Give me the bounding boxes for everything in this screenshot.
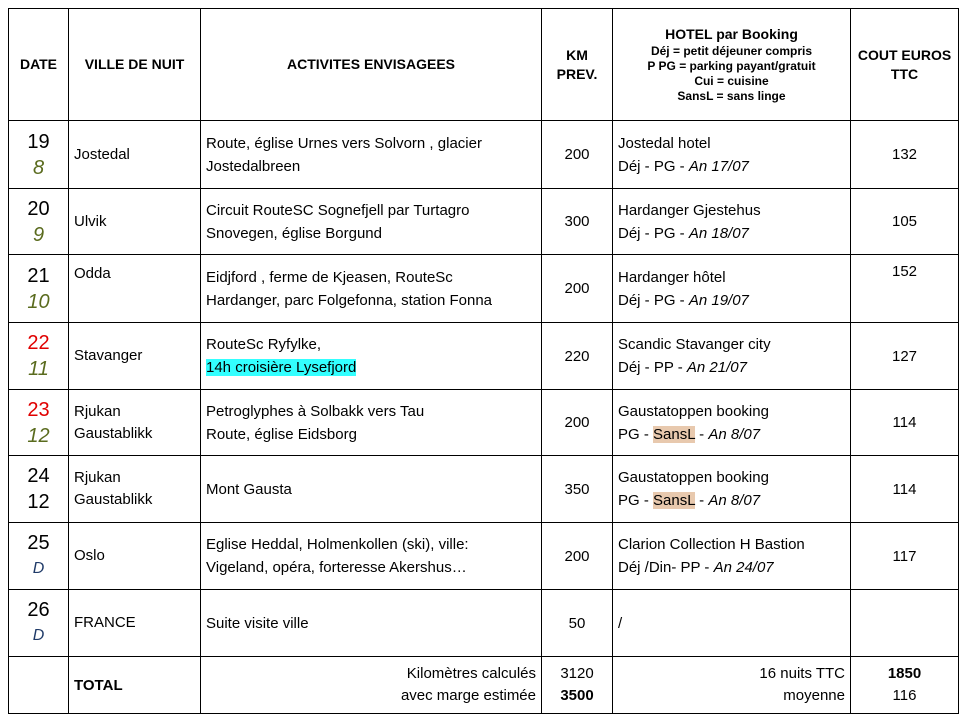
cost-average: 116 bbox=[892, 687, 917, 704]
hotel-details bbox=[618, 356, 845, 379]
hotel-options: Déj - PG - bbox=[618, 224, 689, 242]
activities-cell bbox=[201, 189, 542, 255]
hotel-booking-date: An 17/07 bbox=[688, 157, 749, 175]
activity-highlight: 14h croisière Lysefjord bbox=[206, 359, 357, 376]
date-cell bbox=[9, 390, 69, 456]
hotel-details bbox=[618, 222, 845, 245]
activities-cell bbox=[201, 523, 542, 590]
cost-cell: 114 bbox=[851, 390, 959, 456]
hotel-cell bbox=[613, 189, 851, 255]
date-month: 9 bbox=[32, 223, 45, 246]
hotel-cell: / bbox=[613, 590, 851, 657]
sans-linge-highlight: SansL bbox=[653, 492, 695, 509]
hotel-name: Jostedal hotel bbox=[618, 134, 711, 152]
date-day: 22 bbox=[27, 332, 50, 354]
hotel-options: PG - bbox=[618, 492, 654, 509]
hotel-cell bbox=[613, 121, 851, 189]
city-cell bbox=[69, 390, 201, 456]
total-label: TOTAL bbox=[69, 657, 201, 714]
date-month: 11 bbox=[28, 358, 49, 380]
hotel-name: Hardanger hôtel bbox=[618, 268, 726, 286]
city-cell bbox=[69, 456, 201, 523]
hotel-booking-date: An 8/07 bbox=[708, 425, 761, 443]
cost-cell: 114 bbox=[851, 456, 959, 523]
city-cell: Odda bbox=[69, 255, 201, 323]
km-estimated: 3500 bbox=[560, 687, 594, 704]
date-cell bbox=[9, 121, 69, 189]
activity-line: Jostedalbreen bbox=[206, 157, 301, 175]
date-cell bbox=[9, 323, 69, 390]
hotel-details bbox=[618, 556, 845, 579]
hotel-options: Déj /Din- PP - bbox=[618, 559, 714, 576]
hotel-legend-2: P PG = parking payant/gratuit bbox=[647, 59, 816, 73]
hotel-details bbox=[618, 155, 845, 178]
hotel-booking-date: An 19/07 bbox=[688, 291, 749, 309]
activity-line: Vigeland, opéra, forteresse Akershus… bbox=[206, 559, 467, 576]
km-cell: 200 bbox=[542, 523, 613, 590]
hotel-separator: - bbox=[695, 492, 709, 509]
date-day: 19 bbox=[27, 130, 50, 153]
activities-cell: Suite visite ville bbox=[201, 590, 542, 657]
hotel-name: Hardanger Gjestehus bbox=[618, 201, 761, 219]
km-cell: 50 bbox=[542, 590, 613, 657]
date-month: 8 bbox=[32, 156, 45, 179]
hotel-name: Scandic Stavanger city bbox=[618, 336, 771, 353]
table-row bbox=[9, 390, 959, 456]
hotel-booking-date: An 18/07 bbox=[688, 224, 749, 242]
date-day: 24 bbox=[27, 465, 50, 487]
city-line: Rjukan bbox=[74, 469, 121, 486]
km-cell: 200 bbox=[542, 121, 613, 189]
km-calculated: 3120 bbox=[560, 665, 594, 682]
date-day: 25 bbox=[27, 532, 50, 554]
hotel-booking-date: An 8/07 bbox=[708, 492, 761, 509]
hotel-details bbox=[618, 489, 845, 512]
hotel-cell bbox=[613, 323, 851, 390]
header-cost: COUT EUROS TTC bbox=[851, 9, 959, 121]
total-row bbox=[9, 657, 959, 714]
date-month: 10 bbox=[27, 290, 50, 313]
header-hotel bbox=[613, 9, 851, 121]
date-cell bbox=[9, 255, 69, 323]
cost-cell bbox=[851, 590, 959, 657]
km-cell: 300 bbox=[542, 189, 613, 255]
date-day: 26 bbox=[27, 599, 50, 621]
hotel-separator: - bbox=[695, 425, 709, 443]
hotel-legend-3: Cui = cuisine bbox=[694, 74, 769, 88]
sans-linge-highlight: SansL bbox=[653, 425, 695, 443]
header-row bbox=[9, 9, 959, 121]
nights-label: 16 nuits TTC bbox=[759, 665, 845, 682]
activities-cell bbox=[201, 255, 542, 323]
date-cell bbox=[9, 189, 69, 255]
km-cell: 220 bbox=[542, 323, 613, 390]
cost-total: 1850 bbox=[887, 665, 922, 682]
hotel-cell bbox=[613, 523, 851, 590]
hotel-cell bbox=[613, 255, 851, 323]
km-label-cell bbox=[201, 657, 542, 714]
hotel-booking-date: An 21/07 bbox=[686, 359, 747, 376]
cost-cell: 152 bbox=[851, 255, 959, 323]
activities-cell bbox=[201, 121, 542, 189]
hotel-details bbox=[618, 423, 845, 446]
table-row bbox=[9, 189, 959, 255]
activity-line: Route, église Eidsborg bbox=[206, 425, 357, 443]
cost-cell: 127 bbox=[851, 323, 959, 390]
hotel-cell bbox=[613, 456, 851, 523]
city-line: Rjukan bbox=[74, 402, 121, 420]
city-cell: Ulvik bbox=[69, 189, 201, 255]
hotel-options: Déj - PG - bbox=[618, 157, 689, 175]
cost-total-cell bbox=[851, 657, 959, 714]
km-cell: 200 bbox=[542, 255, 613, 323]
itinerary-table bbox=[8, 8, 959, 714]
km-label-line: Kilomètres calculés bbox=[406, 665, 536, 682]
activity-line: Eidjford , ferme de Kjeasen, RouteSc bbox=[206, 268, 453, 286]
cost-cell: 132 bbox=[851, 121, 959, 189]
hotel-cell bbox=[613, 390, 851, 456]
city-cell: Stavanger bbox=[69, 323, 201, 390]
date-month: D bbox=[32, 627, 45, 644]
date-cell bbox=[9, 590, 69, 657]
hotel-details bbox=[618, 289, 845, 312]
km-total-cell bbox=[542, 657, 613, 714]
hotel-options: Déj - PP - bbox=[618, 359, 687, 376]
date-month: 12 bbox=[27, 424, 50, 447]
activity-line: RouteSc Ryfylke, bbox=[206, 336, 322, 353]
date-day: 23 bbox=[27, 398, 50, 421]
km-cell: 200 bbox=[542, 390, 613, 456]
activities-cell bbox=[201, 390, 542, 456]
cost-cell: 117 bbox=[851, 523, 959, 590]
nights-cell bbox=[613, 657, 851, 714]
header-activities: ACTIVITES ENVISAGEES bbox=[201, 9, 542, 121]
hotel-booking-date: An 24/07 bbox=[713, 559, 774, 576]
date-cell bbox=[9, 456, 69, 523]
total-empty-cell bbox=[9, 657, 69, 714]
activities-cell bbox=[201, 323, 542, 390]
table-row bbox=[9, 523, 959, 590]
activity-line: Eglise Heddal, Holmenkollen (ski), ville: bbox=[206, 536, 469, 553]
hotel-options: Déj - PG - bbox=[618, 291, 689, 309]
table-row bbox=[9, 323, 959, 390]
activity-line: Hardanger, parc Folgefonna, station Fonna bbox=[206, 291, 493, 309]
date-month: D bbox=[32, 560, 45, 577]
header-date: DATE bbox=[9, 9, 69, 121]
city-cell: FRANCE bbox=[69, 590, 201, 657]
date-cell bbox=[9, 523, 69, 590]
city-cell: Jostedal bbox=[69, 121, 201, 189]
activity-line: Route, église Urnes vers Solvorn , glacier bbox=[206, 134, 482, 152]
header-km: KM PREV. bbox=[542, 9, 613, 121]
header-city: VILLE DE NUIT bbox=[69, 9, 201, 121]
hotel-name: Gaustatoppen booking bbox=[618, 402, 769, 420]
table-row bbox=[9, 121, 959, 189]
activity-line: Circuit RouteSC Sognefjell par Turtagro bbox=[206, 201, 470, 219]
hotel-name: Gaustatoppen booking bbox=[618, 469, 769, 486]
table-row bbox=[9, 255, 959, 323]
header-hotel-title: HOTEL par Booking bbox=[665, 26, 798, 42]
activity-line: Petroglyphes à Solbakk vers Tau bbox=[206, 402, 425, 420]
hotel-legend-4: SansL = sans linge bbox=[677, 89, 786, 103]
average-label: moyenne bbox=[783, 687, 845, 704]
city-line: Gaustablikk bbox=[74, 491, 153, 508]
city-cell: Oslo bbox=[69, 523, 201, 590]
date-month: 12 bbox=[27, 491, 50, 513]
table-row bbox=[9, 590, 959, 657]
km-cell: 350 bbox=[542, 456, 613, 523]
activities-cell: Mont Gausta bbox=[201, 456, 542, 523]
km-label-line: avec marge estimée bbox=[400, 687, 536, 704]
activity-line: Snovegen, église Borgund bbox=[206, 224, 382, 242]
hotel-legend-1: Déj = petit déjeuner compris bbox=[650, 44, 813, 58]
hotel-options: PG - bbox=[618, 425, 654, 443]
table-row bbox=[9, 456, 959, 523]
cost-cell: 105 bbox=[851, 189, 959, 255]
date-day: 21 bbox=[27, 264, 50, 287]
date-day: 20 bbox=[27, 197, 50, 220]
city-line: Gaustablikk bbox=[74, 424, 153, 442]
hotel-name: Clarion Collection H Bastion bbox=[618, 536, 805, 553]
